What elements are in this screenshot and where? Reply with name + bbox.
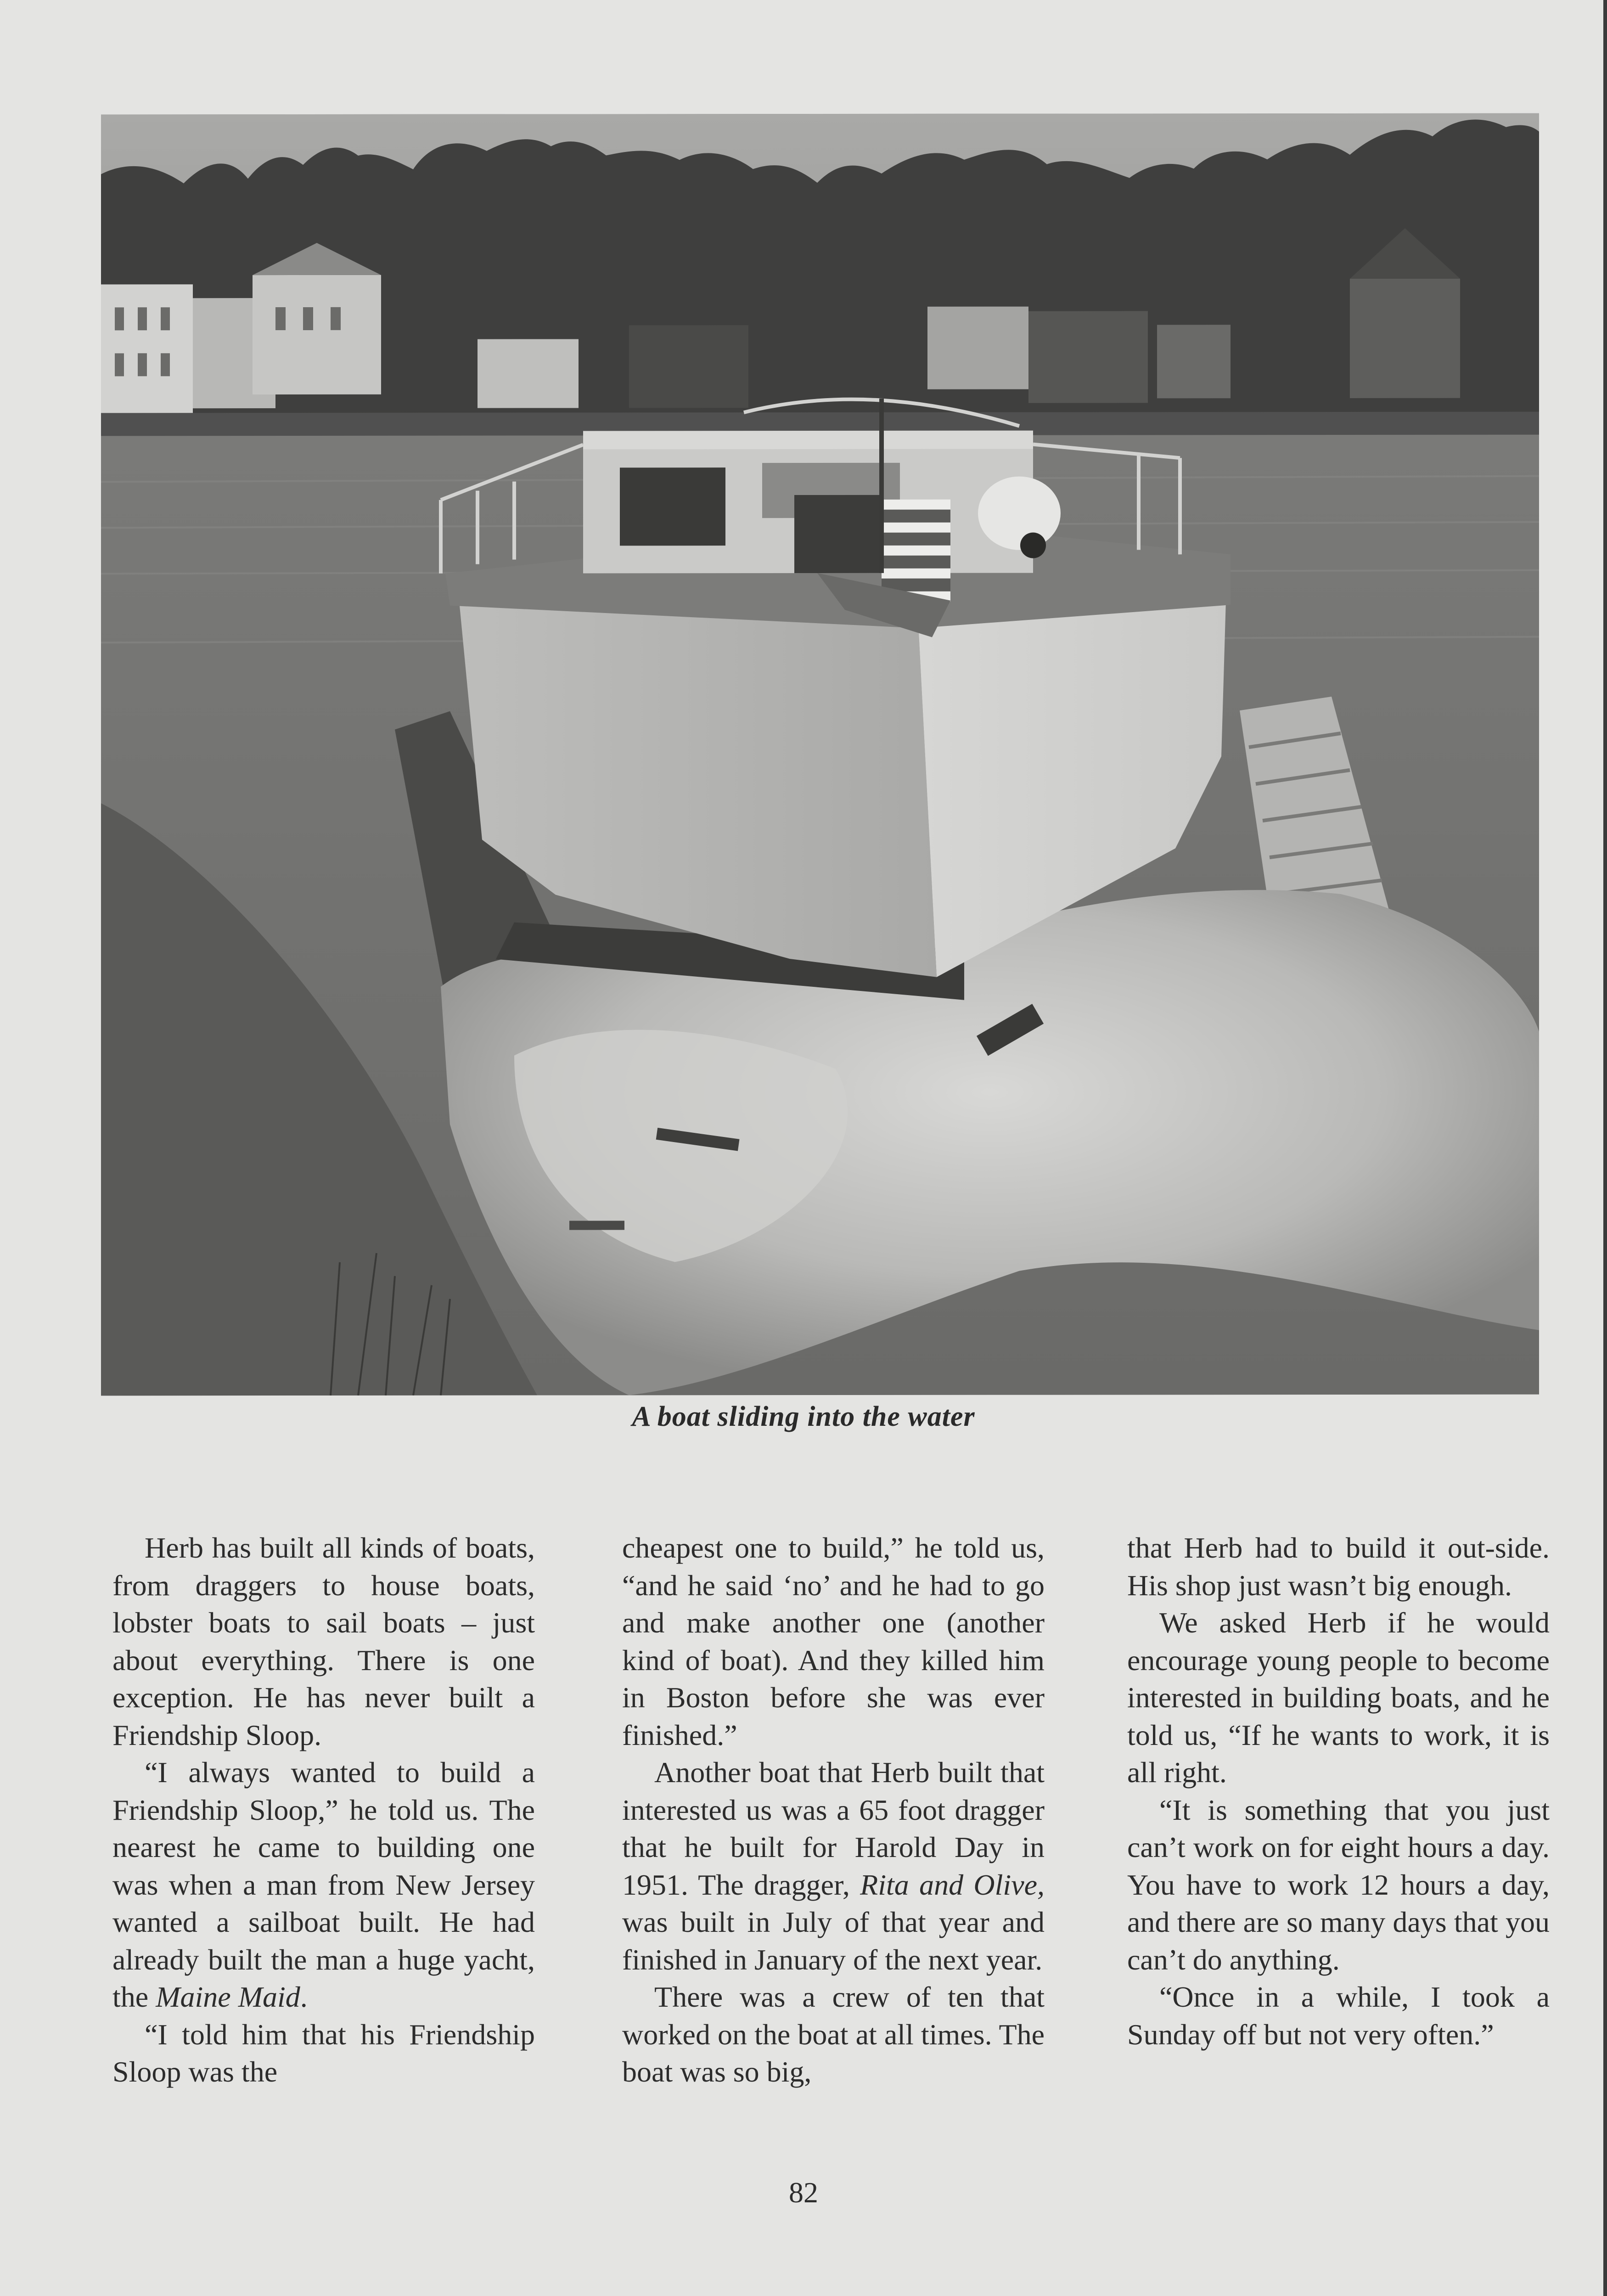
italic-title: Maine Maid (156, 1981, 300, 2013)
paragraph-text: cheapest one to build,” he told us, “and he said ‘no’ and he had to go and make another one (another kind of boat). And they killed him in Boston before she was ever finished.” (622, 1531, 1045, 1751)
building (1157, 325, 1231, 398)
paragraph-text: Herb has built all kinds of boats, from draggers to house boats, lobster boats to sail boats – just about everything. There is one exception. He has never built a Friendship Sloop. (112, 1531, 535, 1751)
article-paragraph (622, 1754, 1045, 1978)
article-paragraph (1127, 1529, 1550, 1604)
building (1350, 279, 1460, 398)
paragraph-text: “Once in a while, I took a Sunday off but not very often.” (1127, 1981, 1550, 2051)
article-column-3 (1127, 1529, 1550, 2053)
article-paragraph (1127, 1978, 1550, 2053)
page-number: 82 (789, 2176, 818, 2209)
paragraph-text: “It is something that you just can’t work on for eight hours a day. You have to work 12 hours a day, and there are so many days that you can’t do anything. (1127, 1793, 1550, 1976)
paragraph-text: There was a crew of ten that worked on the boat at all times. The boat was so big, (622, 1981, 1045, 2088)
article-paragraph (622, 1529, 1045, 1754)
paragraph-text: was built in July of that year and finished in January of the next year. (622, 1906, 1045, 1976)
article-paragraph (1127, 1791, 1550, 1979)
building (253, 275, 381, 394)
photo-caption: A boat sliding into the water (632, 1401, 975, 1432)
article-column-2 (622, 1529, 1045, 2091)
article-paragraph (1127, 1604, 1550, 1791)
paragraph-text: that Herb had to build it out-side. His shop just wasn’t big enough. (1127, 1531, 1550, 1602)
paragraph-text: “I told him that his Friendship Sloop was the (112, 2018, 535, 2088)
photo-illustration (101, 113, 1539, 1396)
page-edge-shadow (1603, 0, 1607, 2296)
article-paragraph (112, 2016, 535, 2091)
paragraph-text: We asked Herb if he would encourage young people to become interested in building boats, and he told us, “If he wants to work, it is all right. (1127, 1606, 1550, 1789)
article-column-1 (112, 1529, 535, 2091)
paragraph-text: Another boat that Herb built that interested us was a 65 foot dragger that he built for Harold Day in 1951. The dragger, (622, 1756, 1045, 1901)
boat-launch-photo (101, 113, 1539, 1396)
paragraph-text: . (300, 1981, 308, 2013)
article-paragraph (112, 1529, 535, 1754)
italic-title: Rita and Olive, (860, 1868, 1045, 1901)
building (927, 307, 1028, 389)
building (478, 339, 579, 408)
cabin-window (620, 467, 725, 546)
building (629, 325, 748, 408)
article-paragraph (622, 1978, 1045, 2091)
article-paragraph (112, 1754, 535, 2016)
building (1028, 311, 1148, 403)
paragraph-text: “I always wanted to build a Friendship Sloop,” he told us. The nearest he came to building one was when a man from New Jersey wanted a sailboat built. He had already built the man a huge yacht, the (112, 1756, 535, 2013)
